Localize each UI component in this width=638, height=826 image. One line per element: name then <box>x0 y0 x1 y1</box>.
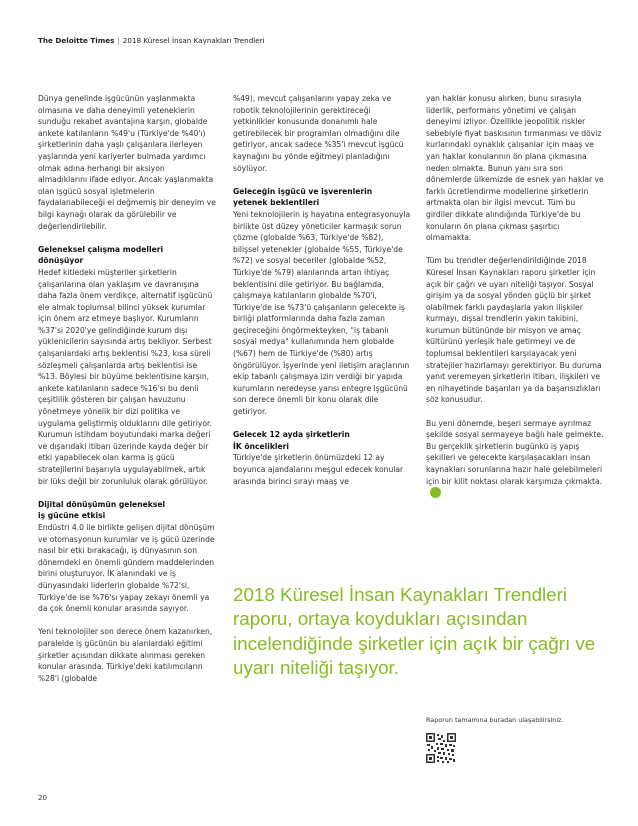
section-heading <box>38 244 216 267</box>
paragraph-text: Bu yeni dönemde, beşeri sermaye ayrılmaz şekilde sosyal sermayeye bağlı hale gelmekte. Bu gerçeklik şirketlerin bugünkü iş yapış şekilleri ve gelecekte karşılaşacakları insan kaynakları sorunlarına hazır hale gelebilmeleri için bir kilit noktası olarak karşımıza çıkmakta. <box>426 418 604 486</box>
paragraph: Dünya genelinde işgücünün yaşlanmakta olmasına ve daha deneyimli yeteneklerin sunduğu rekabet avantajına karşın, globalde ankete katılanların %49'u (Türkiye'de %40'ı) şirketlerinin daha yaşlı çalışanlara ilerleyen yaşlarında yeni kariyerler bulmada yardımcı olmak adına herhangi bir aksiyon almadıklarını ifade ediyor. Ancak yaşlanmakta olan işgücü sosyal işletmelerin faydalanabileceği el değmemiş bir deneyim ve bilgi kaynağı olarak da görülebilir ve değerlendirilebilir. <box>38 94 216 231</box>
section-heading-line: Dijital dönüşümün geleneksel <box>38 499 166 509</box>
paragraph: Yeni teknolojiler son derece önem kazanırken, paralelde iş gücünün bu alanlardaki eğitimi şirketler açısından dikkate alınması gereken konular arasında. Türkiye'deki katılımcıların %28'i (globalde <box>38 627 213 683</box>
page-number: 20 <box>38 794 47 802</box>
paragraph: Tüm bu trendler değerlendirildiğinde 2018 Küresel İnsan Kaynakları raporu şirketler için açık bir çağrı ve uyarı niteliği taşıyor. Sosyal girişim ya da sosyal yönden güçlü bir şirket olabilmek farklı paydaşlarla yakın ilişkiler kurmayı, dışsal trendlerin yakın takibini, kurumun bütününde bir misyon ve amaç kültürünü yerleşik hale getirmeyi ve de toplumsal beklentileri karşılayacak yeni stratejiler hazırlamayı gerektiriyor. Bu duruma yanıt veremeyen şirketlerin itibarı, ilişkileri ve en nihayetinde başarıları ya da başarısızlıkları söz konusudur. <box>426 256 602 405</box>
text-column-1 <box>38 93 216 696</box>
pull-quote: 2018 Küresel İnsan Kaynakları Trendleri raporu, ortaya koydukları açısından incelendiğinde şirketler için açık bir çağrı ve uyarı niteliği taşıyor. <box>233 584 596 678</box>
qr-code-icon[interactable] <box>426 733 456 763</box>
text-column-3 <box>426 93 604 510</box>
section-heading-line: iş gücüne etkisi <box>38 511 106 521</box>
section-heading-line: İK öncelikleri <box>233 441 289 451</box>
section-heading-line: Gelecek 12 ayda şirketlerin <box>233 430 350 440</box>
paragraph: yan haklar konusu alırken, bunu sırasıyla liderlik, performans yönetimi ve çalışan deneyimi izliyor. Özellikle jeopolitik riskler sebebiyle fiyat baskısının tırmanması ve döviz kurlarındaki oynaklık çalışanlar için maaş ve yan haklar konularının ön plana çıkmasına neden olmakta. Bunun yanı sıra son dönemlerde ülkemizde de esnek yan haklar ve farklı ücretlendirme modellerine şirketlerin artmakta olan bir ilgisi mevcut. Tüm bu girdiler dikkate alındığında Türkiye'de bu konuların ön plana çıkması şaşırtıcı olmamakta. <box>426 94 604 243</box>
paragraph: Endüstri 4.0 ile birlikte gelişen dijital dönüşüm ve otomasyonun kurumlar ve iş gücü üzerinde nasıl bir etki bırakacağı, iş dünyasının son dönemdeki en önemli gündem maddelerinden birini oluşturuyor. İK alanındaki ve iş dünyasındaki liderlerin globalde %72'si, Türkiye'de ise %76'sı yapay zekayı önemli ya da çok önemli konular arasında sayıyor. <box>38 522 215 614</box>
section-heading-line: Geleneksel çalışma modelleri <box>38 244 164 254</box>
paragraph: Türkiye'de şirketlerin önümüzdeki 12 ay boyunca ajandalarını meşgul edecek konular arasında birinci sırayı maaş ve <box>233 453 404 486</box>
qr-caption: Raporun tamamına buradan ulaşabilirsiniz. <box>426 716 564 724</box>
header-separator: | <box>117 36 120 45</box>
publication-name: The Deloitte Times <box>38 36 115 45</box>
section-heading-line: dönüşüyor <box>38 256 84 266</box>
section-heading-line: Geleceğin işgücü ve işverenlerin <box>233 186 373 196</box>
paragraph: Yeni teknolojilerin iş hayatına entegrasyonuyla birlikte üst düzey yöneticiler karmaşık sorun çözme (globalde %63, Türkiye'de %82), bilişsel yetenekler (globalde %55, Türkiye'de %72) ve sosyal beceriler (globalde %52, Türkiye'de %79) alanlarında artan ihtiyaç beklentisini dile getiriyor. Bu bağlamda, çalışmaya katılanların globalde %70'i, Türkiye'de ise %73'ü çalışanların gelecekte iş birliği platformlarında daha fazla zaman geçireceğini öngörmekteyken, "iş tabanlı sosyal medya" kullanımında hem globalde (%67) hem de Türkiye'de (%80) artış öngörülüyor. İşyerinde yeni iletişim araçlarının ekip tabanlı çalışmaya izin verdiği bir yapıda kurumların neredeyse yarısı entegre işgücünü son derece önemli bir konu olarak dile getiriyor. <box>233 209 411 417</box>
paragraph: Hedef kitledeki müşteriler şirketlerin çalışanlarına olan yaklaşım ve davranışına daha fazla önem verdikçe, alternatif işgücünü ele almak toplumsal bilinci yüksek kurumlar için önem arz etmeye başlıyor. Kurumların %37'si 2020'ye gelindiğinde kurum dışı yüklenicilerin sayısında artış bekliyor. Serbest çalışanlardaki artış beklentisi %23, kısa süreli sözleşmeli çalışanlarda artış beklentisi ise %13. Böylesi bir büyüme beklentisine karşın, ankete katılanların sadece %16'sı bu denli çeşitlilik gösteren bir çalışan havuzunu yönetmeye yönelik bir dizi politika ve uygulama geliştirmiş olduklarını dile getiriyor. Kurumun istihdam boyutundaki marka değeri ve dışarıdaki itibarı üzerinde kayda değer bir etki yapabilecek olan karma iş gücü stratejilerini başarıyla uygulayabilmek, artık bir lüks değil bir zorunluluk olarak görülüyor. <box>38 267 213 486</box>
text-column-2 <box>233 93 411 499</box>
section-heading <box>38 499 216 522</box>
section-heading-line: yetenek beklentileri <box>233 198 320 208</box>
paragraph-with-end-mark <box>426 418 604 499</box>
section-heading <box>233 186 411 209</box>
paragraph: %49), mevcut çalışanlarını yapay zeka ve robotik teknolojilerinin gerektireceği yetkinlikler konusunda donanımlı hale getirebilecek bir programları olmadığını dile getiriyor, ancak sadece %35'i mevcut işgücü kaynağını bu yönde eğitmeyi planladığını söylüyor. <box>233 94 404 173</box>
end-mark-dot-icon <box>430 487 441 498</box>
section-heading <box>233 429 411 452</box>
page-header <box>38 36 598 45</box>
header-title: 2018 Küresel İnsan Kaynakları Trendleri <box>122 36 265 45</box>
